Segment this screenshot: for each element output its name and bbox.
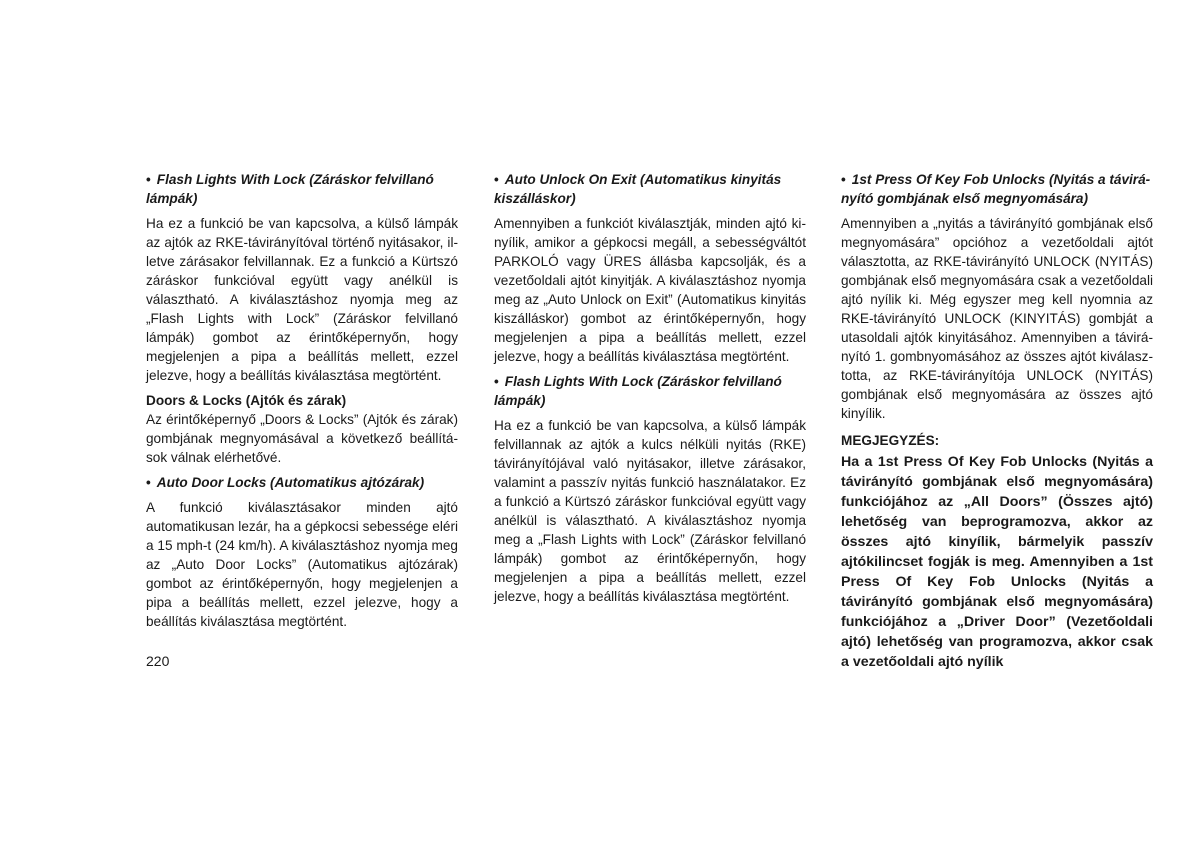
- bullet: •: [494, 172, 499, 187]
- column-left: [146, 170, 458, 637]
- note-title: MEGJEGYZÉS:: [841, 433, 940, 448]
- paragraph-flash-lights-2: Ha ez a funkció be van kapcsolva, a külső lámpák felvillannak az ajtók a kulcs nélküli nyitás (RKE) távirányítójával való nyitásakor, illetve zárásakor, valamint a passzív nyitás funkció használatakor. Ez a funkció a Kürtszó záráskor funkcióval együtt vagy anélkül is választható. A kiválasztáshoz nyomja meg a „Flash Lights with Lock” (Záráskor felvillanó lámpák) gombot az érintőképernyőn, hogy megjelenjen a pipa a beállítás mellett, ezzel jelezve, hogy a beállítás kiválasztása megtörtént.: [494, 418, 806, 604]
- column-middle: [494, 170, 806, 612]
- note-body: Ha a 1st Press Of Key Fob Unlocks (Nyitás a távirányító gombjának első megnyomására) funkciójához az „All Doors” (Összes ajtó) lehetőség van beprogramozva, akkor az összes ajtó kinyílik, bármelyik passzív ajtókilincset fogják is meg. Amennyiben a 1st Press Of Key Fob Unlocks (Nyitás a távirányító gombjának első megnyomására) funkciójához a „Driver Door” (Vezetőoldali ajtó) lehetőség van programozva, akkor csak a vezetőoldali ajtó nyílik: [841, 454, 1153, 670]
- heading-text: Flash Lights With Lock (Záráskor felvillanó lámpák): [494, 374, 782, 408]
- heading-text: 1st Press Of Key Fob Unlocks (Nyitás a távirányító gombjának első megnyomására): [841, 172, 1151, 206]
- column-right: [841, 170, 1153, 672]
- heading-auto-unlock-on-exit: [494, 170, 806, 208]
- paragraph-auto-door-locks: A funkció kiválasztásakor minden ajtó automatikusan lezár, ha a gépkocsi sebessége eléri a 15 mph-t (24 km/h). A kiválasztáshoz nyomja meg az „Auto Door Locks” (Automatikus ajtózárak) gombot az érintőképernyőn, hogy megjelenjen a pipa a beállítás mellett, ezzel jelezve, hogy a beállítás kiválasztása megtörtént.: [146, 500, 458, 629]
- paragraph-1st-press: Amennyiben a „nyitás a távirányító gombjának első megnyomására” opcióhoz a vezetőoldali ajtót választotta, az RKE-távirányító UNLOCK (NYITÁS) gombjának első megnyomására csak a vezetőoldali ajtó nyílik ki. Még egyszer meg kell nyomnia az RKE-távirányító UNLOCK (KINYITÁS) gombját a utasoldali ajtók kinyitásához. Amennyiben a távirányító 1. gombnyomásához az összes ajtót kiválasztotta, az RKE-távirányítója UNLOCK (NYITÁS) gombjának első megnyomására az összes ajtó kinyílik.: [841, 216, 1153, 421]
- bullet: •: [494, 374, 499, 389]
- section-title-doors-locks: Doors & Locks (Ajtók és zárak): [146, 393, 347, 408]
- bullet: •: [841, 172, 846, 187]
- bullet: •: [146, 172, 151, 187]
- paragraph-doors-locks: Az érintőképernyő „Doors & Locks” (Ajtók és zárak) gombjának megnyomásával a következő beállítások válnak elérhetővé.: [146, 412, 458, 465]
- heading-flash-lights-with-lock-2: [494, 372, 806, 410]
- heading-text: Flash Lights With Lock (Záráskor felvillanó lámpák): [146, 172, 434, 206]
- paragraph-auto-unlock: Amennyiben a funkciót kiválasztják, minden ajtó kinyílik, amikor a gépkocsi megáll, a sebességváltót PARKOLÓ vagy ÜRES állásba kapcsolják, és a vezetőoldali ajtót kinyitják. A kiválasztáshoz nyomja meg az „Auto Unlock on Exit” (Automatikus kinyitás kiszálláskor) gombot az érintőképernyőn, hogy megjelenjen a pipa a beállítás mellett, ezzel jelezve, hogy a beállítás kiválasztása megtörtént.: [494, 216, 806, 364]
- heading-text: Auto Door Locks (Automatikus ajtózárak): [156, 475, 425, 490]
- paragraph-flash-lights: Ha ez a funkció be van kapcsolva, a külső lámpák az ajtók az RKE-távirányítóval történő nyitásakor, illetve zárásakor felvillannak. Ez a funkció a Kürtszó záráskor funkcióval együtt vagy anélkül is választható. A kiválasztáshoz nyomja meg az „Flash Lights with Lock” (Záráskor felvillanó lámpák) gombot az érintőképernyőn, hogy megjelenjen a pipa a beállítás mellett, ezzel jelezve, hogy a beállítás kiválasztása megtörtént.: [146, 216, 458, 383]
- heading-text: Auto Unlock On Exit (Automatikus kinyitás kiszálláskor): [494, 172, 782, 206]
- heading-auto-door-locks: [146, 473, 458, 492]
- heading-1st-press-key-fob: [841, 170, 1153, 208]
- heading-flash-lights-with-lock: [146, 170, 458, 208]
- page-number: 220: [146, 653, 170, 669]
- bullet: •: [146, 475, 151, 490]
